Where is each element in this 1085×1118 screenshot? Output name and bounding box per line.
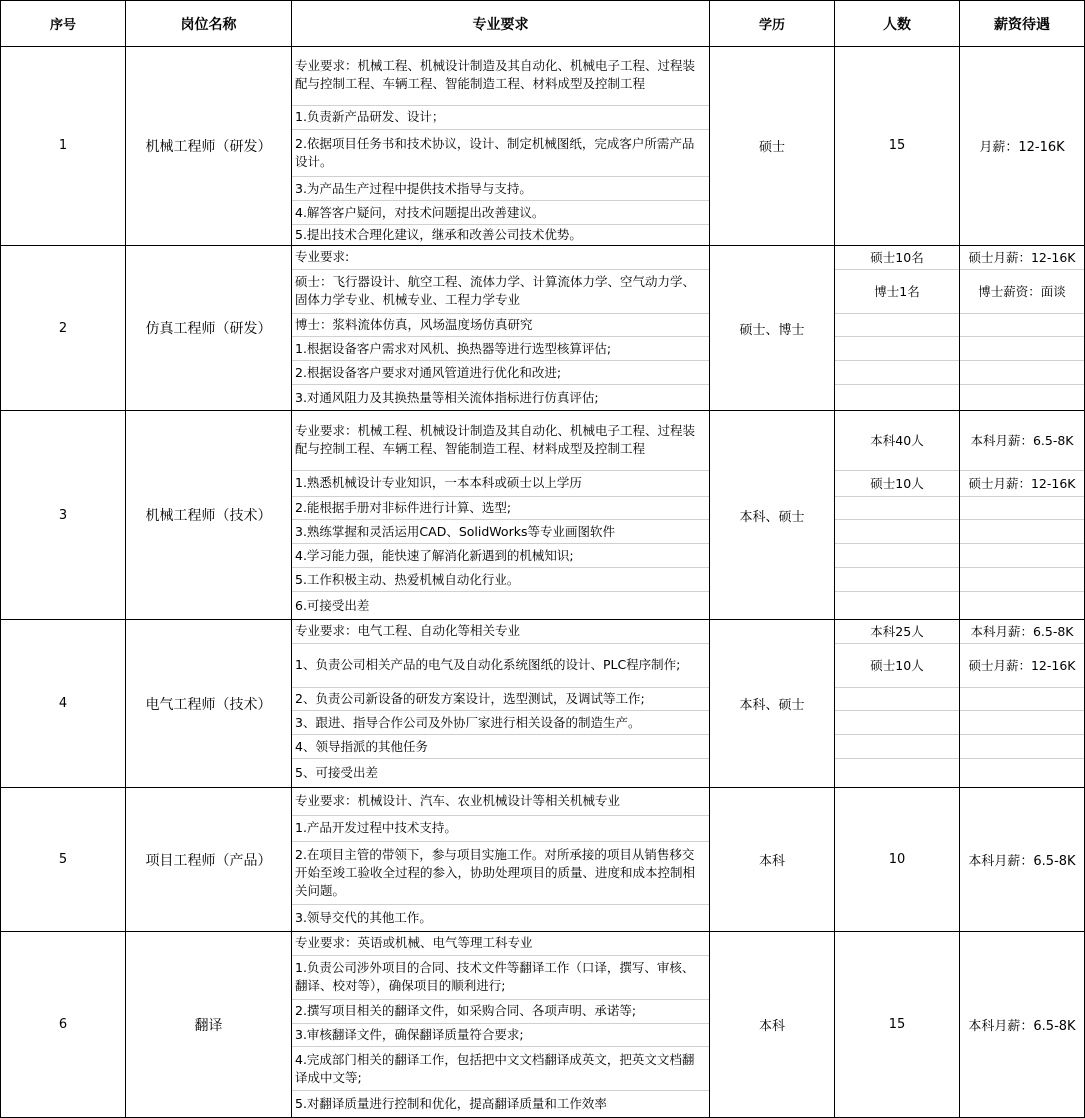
headcount-list [835,620,959,787]
salary-value [960,497,1084,521]
headcount-value: 10 [888,852,906,867]
requirement-line: 4.完成部门相关的翻译工作，包括把中文文档翻译成英文，把英文文档翻译成中文等; [292,1047,709,1091]
headcount-list [835,788,959,931]
requirement-line: 5.对翻译质量进行控制和优化，提高翻译质量和工作效率 [295,1096,607,1112]
requirement-line: 5.提出技术合理化建议，继承和改善公司技术优势。 [295,227,582,243]
requirement-line: 5.工作积极主动、热爱机械自动化行业。 [292,568,709,592]
salary-list [960,932,1084,1117]
requirement-line: 1.产品开发过程中技术支持。 [292,816,709,842]
row-index: 5 [0,788,126,932]
salary-value: 硕士月薪：12-16K [960,644,1084,688]
headcount-cell [835,411,960,620]
requirements-list [292,411,709,619]
requirement-line: 专业要求: [292,246,709,270]
header-salary: 薪资待遇 [960,1,1085,47]
requirement-line: 博士：浆料流体仿真，风场温度场仿真研究 [292,314,709,338]
header-index: 序号 [0,1,126,47]
headcount-value: 本科40人 [835,411,959,471]
headcount-value [835,759,959,787]
salary-value [960,520,1084,544]
requirement-line: 1.熟悉机械设计专业知识，一本本科或硕士以上学历 [292,471,709,497]
salary-value [960,688,1084,712]
salary-value: 本科月薪：6.5-8K [968,854,1076,869]
requirement-line: 2.依据项目任务书和技术协议，设计、制定机械图纸，完成客户所需产品设计。 [292,130,709,178]
requirements-list [292,246,709,410]
headcount-value: 硕士10人 [835,471,959,497]
requirement-line: 1、负责公司相关产品的电气及自动化系统图纸的设计、PLC程序制作; [292,644,709,688]
headcount-list [835,932,959,1117]
headcount-value: 博士1名 [835,270,959,314]
position-name: 仿真工程师（研发） [126,246,292,411]
headcount-cell [835,46,960,246]
requirement-line: 专业要求：机械设计、汽车、农业机械设计等相关机械专业 [292,788,709,816]
headcount-value [835,385,959,410]
salary-list [960,620,1084,787]
salary-cell [960,411,1085,620]
salary-value: 博士薪资：面谈 [960,270,1084,314]
salary-list [960,788,1084,931]
headcount-value [835,735,959,759]
headcount-value [835,520,959,544]
requirement-line: 2、负责公司新设备的研发方案设计，选型测试，及调试等工作; [292,688,709,712]
salary-value [960,568,1084,592]
requirement-line: 2.撰写项目相关的翻译文件，如采购合同、各项声明、承诺等; [292,1000,709,1024]
salary-value: 本科月薪：6.5-8K [960,620,1084,644]
salary-cell [960,246,1085,411]
requirement-line: 1.负责公司涉外项目的合同、技术文件等翻译工作（口译，撰写、审核、翻译、校对等），确保项目的顺利进行; [292,956,709,1000]
header-education: 学历 [710,1,835,47]
requirements-list [292,46,709,245]
salary-list [960,246,1084,410]
position-name: 电气工程师（技术） [126,620,292,788]
requirements-list [292,932,709,1117]
headcount-value [835,544,959,568]
row-index: 6 [0,932,126,1118]
requirement-line: 2.能根据手册对非标件进行计算、选型; [292,497,709,521]
requirement-line: 硕士：飞行器设计、航空工程、流体力学、计算流体力学、空气动力学、固体力学专业、机械专业、工程力学专业 [292,270,709,314]
headcount-cell [835,788,960,932]
position-name: 翻译 [126,932,292,1118]
headcount-value [835,568,959,592]
requirement-line: 3.对通风阻力及其换热量等相关流体指标进行仿真评估; [295,389,599,405]
table-row [0,788,1085,932]
requirement-line: 专业要求：英语或机械、电气等理工科专业 [292,932,709,956]
requirements-cell [292,411,710,620]
education-requirement: 本科 [710,932,835,1118]
requirements-cell [292,620,710,788]
requirement-line: 4.学习能力强，能快速了解消化新遇到的机械知识; [292,544,709,568]
salary-value [960,711,1084,735]
salary-value: 硕士月薪：12-16K [960,471,1084,497]
salary-value [960,385,1084,410]
requirement-line: 4.解答客户疑问，对技术问题提出改善建议。 [292,201,709,225]
requirement-line: 4、领导指派的其他任务 [292,735,709,759]
requirement-line: 3.领导交代的其他工作。 [295,910,432,926]
salary-value: 本科月薪：6.5-8K [968,1019,1076,1034]
requirement-line: 3.审核翻译文件，确保翻译质量符合要求; [292,1024,709,1048]
headcount-value: 15 [888,138,906,153]
headcount-list [835,246,959,410]
position-name: 机械工程师（技术） [126,411,292,620]
headcount-list [835,411,959,619]
salary-list [960,46,1084,245]
requirement-line: 2.根据设备客户要求对通风管道进行优化和改进; [292,361,709,385]
requirement-line: 6.可接受出差 [295,597,370,613]
salary-list [960,411,1084,619]
requirement-line: 专业要求：电气工程、自动化等相关专业 [292,620,709,644]
header-requirements: 专业要求 [292,1,710,47]
education-requirement: 本科、硕士 [710,411,835,620]
salary-value [960,314,1084,338]
position-name: 项目工程师（产品） [126,788,292,932]
salary-value [960,361,1084,385]
salary-value: 硕士月薪：12-16K [960,246,1084,270]
requirements-cell [292,246,710,411]
headcount-value: 硕士10人 [835,644,959,688]
salary-cell [960,932,1085,1118]
headcount-value [835,711,959,735]
headcount-value: 硕士10名 [835,246,959,270]
salary-value [960,592,1084,619]
table-row [0,246,1085,411]
position-name: 机械工程师（研发） [126,46,292,246]
salary-value [960,735,1084,759]
salary-value: 本科月薪：6.5-8K [960,411,1084,471]
headcount-cell [835,246,960,411]
table-row [0,46,1085,246]
table-row [0,411,1085,620]
requirement-line: 专业要求：机械工程、机械设计制造及其自动化、机械电子工程、过程装配与控制工程、车辆工程、智能制造工程、材料成型及控制工程 [292,46,709,106]
requirements-cell [292,788,710,932]
requirements-cell [292,932,710,1118]
education-requirement: 硕士、博士 [710,246,835,411]
salary-value [960,759,1084,787]
requirement-line: 专业要求：机械工程、机械设计制造及其自动化、机械电子工程、过程装配与控制工程、车辆工程、智能制造工程、材料成型及控制工程 [292,411,709,471]
headcount-value [835,337,959,361]
requirements-list [292,620,709,787]
salary-cell [960,788,1085,932]
table-row [0,620,1085,788]
salary-cell [960,620,1085,788]
requirements-cell [292,46,710,246]
education-requirement: 本科 [710,788,835,932]
requirement-line: 5、可接受出差 [295,765,378,781]
header-position: 岗位名称 [126,1,292,47]
headcount-value [835,314,959,338]
requirement-line: 3.熟练掌握和灵活运用CAD、SolidWorks等专业画图软件 [292,520,709,544]
salary-value [960,544,1084,568]
salary-value [960,337,1084,361]
headcount-value [835,497,959,521]
headcount-value [835,592,959,619]
row-index: 2 [0,246,126,411]
requirement-line: 1.根据设备客户需求对风机、换热器等进行选型核算评估; [292,337,709,361]
salary-cell [960,46,1085,246]
headcount-value: 15 [888,1017,906,1032]
table-header [0,0,1085,47]
row-index: 1 [0,46,126,246]
headcount-value [835,688,959,712]
requirement-line: 1.负责新产品研发、设计； [292,106,709,130]
headcount-value: 本科25人 [835,620,959,644]
table-row [0,932,1085,1118]
requirement-line: 3、跟进、指导合作公司及外协厂家进行相关设备的制造生产。 [292,711,709,735]
requirement-line: 3.为产品生产过程中提供技术指导与支持。 [292,177,709,201]
headcount-cell [835,932,960,1118]
education-requirement: 本科、硕士 [710,620,835,788]
row-index: 4 [0,620,126,788]
row-index: 3 [0,411,126,620]
requirement-line: 2.在项目主管的带领下，参与项目实施工作。对所承接的项目从销售移交开始至竣工验收全过程的参入，协助处理项目的质量、进度和成本控制相关问题。 [292,842,709,906]
salary-value: 月薪：12-16K [979,140,1065,155]
headcount-cell [835,620,960,788]
headcount-list [835,46,959,245]
requirements-list [292,788,709,931]
headcount-value [835,361,959,385]
header-headcount: 人数 [835,1,960,47]
education-requirement: 硕士 [710,46,835,246]
